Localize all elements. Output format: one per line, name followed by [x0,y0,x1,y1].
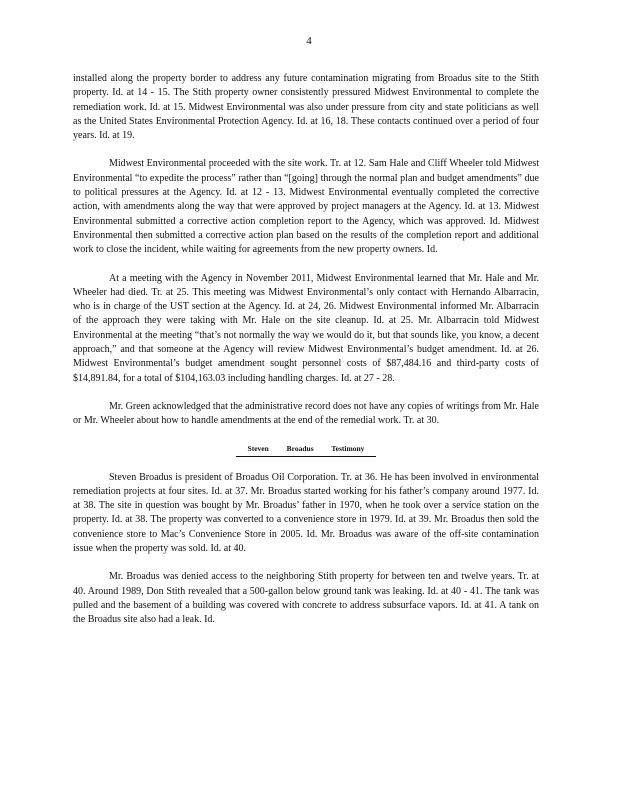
document-body [73,72,539,642]
paragraph-5: Steven Broadus is president of Broadus Oil Corporation. Tr. at 36. He has been involved in environmental remediation projects at four sites. Id. at 37. Mr. Broadus started working for his father’s company around 1977. Id. at 38. The site in question was bought by Mr. Broadus’ father in 1970, when he took over a service station on the property. Id. at 38. The property was converted to a convenience store in 1979. Id. at 39. Mr. Broadus then sold the convenience store to Mac’s Convenience Store in 2005. Id. Mr. Broadus was aware of the off-site contamination issue when the property was sold. Id. at 40. [73,471,539,555]
section-heading [73,443,539,457]
page-number: 4 [306,35,312,47]
section-heading-text: Steven Broadus Testimony [236,443,376,457]
paragraph-4: Mr. Green acknowledged that the administrative record does not have any copies of writings from Mr. Hale or Mr. Wheeler about how to handle amendments at the end of the remedial work. Tr. at 30. [73,400,539,427]
paragraph-1: installed along the property border to address any future contamination migrating from Broadus site to the Stith property. Id. at 14 - 15. The Stith property owner consistently pressured Midwest Environmental to complete the remediation work. Id. at 15. Midwest Environmental was also under pressure from city and state politicians as well as the United States Environmental Protection Agency. Id. at 16, 18. These contacts continued over a period of four years. Id. at 19. [73,73,539,142]
paragraph-2: Midwest Environmental proceeded with the site work. Tr. at 12. Sam Hale and Cliff Wheeler told Midwest Environmental “to expedite the process” rather than “[going] through the normal plan and budget amendments” due to political pressures at the Agency. Id. at 12 - 13. Midwest Environmental eventually completed the corrective action, with amendments along the way that were approved by project managers at the Agency. Id. at 13. Midwest Environmental submitted a corrective action completion report to the Agency, which was approved. Id. Midwest Environmental then submitted a corrective action plan based on the results of the completion report and additional work to close the incident, while waiting for agreements from the new property owners. Id. [73,158,539,256]
paragraph-6: Mr. Broadus was denied access to the neighboring Stith property for between ten and twelve years. Tr. at 40. Around 1989, Don Stith revealed that a 500-gallon below ground tank was leaking. Id. at 40 - 41. The tank was pulled and the basement of a building was covered with concrete to address subsurface vapors. Id. at 41. A tank on the Broadus site also had a leak. Id. [73,571,539,626]
paragraph-3: At a meeting with the Agency in November 2011, Midwest Environmental learned that Mr. Hale and Mr. Wheeler had died. Tr. at 25. This meeting was Midwest Environmental’s only contact with Hernando Albarracin, who is in charge of the UST section at the Agency. Id. at 24, 26. Midwest Environmental informed Mr. Albarracin of the approach they were taking with Mr. Hale on the site cleanup. Id. at 25. Mr. Albarracin told Midwest Environmental at the meeting “that’s not normally the way we would do it, but that sounds like, you know, a decent approach,” and that someone at the Agency will review Midwest Environmental’s budget amendment. Id. at 26. Midwest Environmental’s budget amendment sought personnel costs of $87,484.16 and third-party costs of $14,891.84, for a total of $104,163.03 including handling charges. Id. at 27 - 28. [73,272,539,384]
